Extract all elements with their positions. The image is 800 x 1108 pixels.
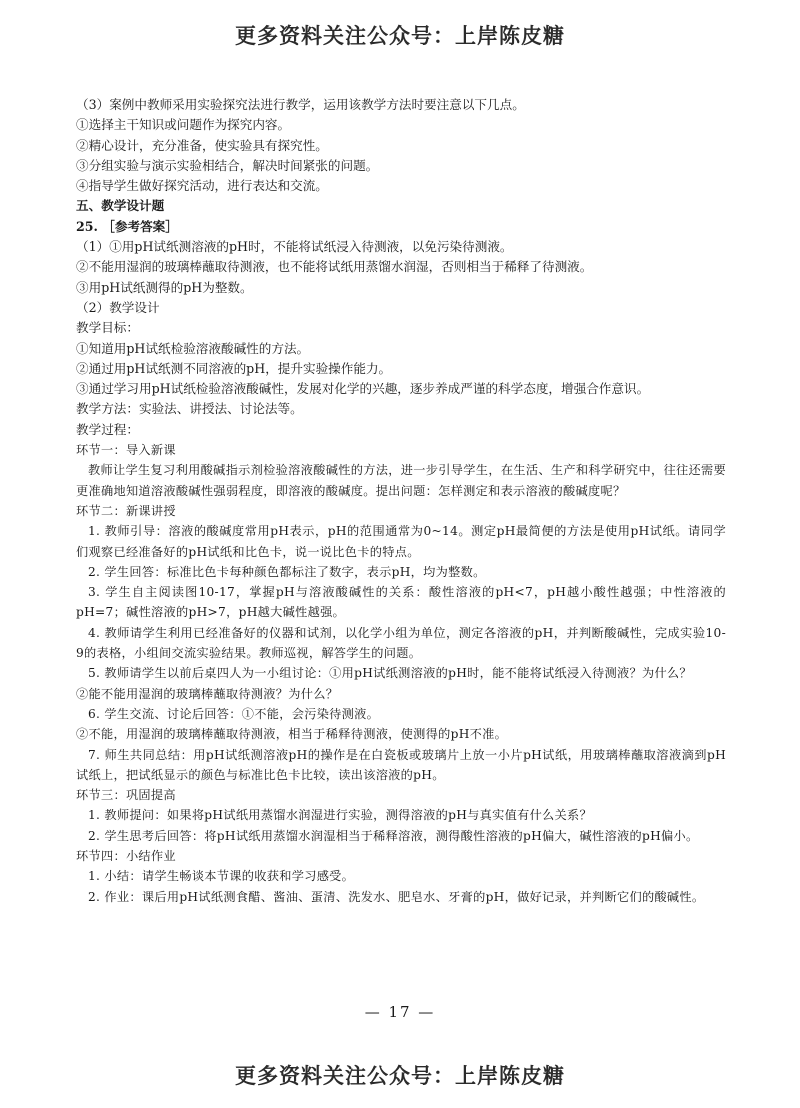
bottom-banner: 更多资料关注公众号：上岸陈皮糖 xyxy=(235,1064,565,1088)
goal-item: ③通过学习用pH试纸检验溶液酸碱性，发展对化学的兴趣，逐步养成严谨的科学态度，增强合作意识。 xyxy=(76,381,650,397)
case-point: ④指导学生做好探究活动，进行表达和交流。 xyxy=(76,178,328,194)
stage-paragraph: 5. 教师请学生以前后桌四人为一小组讨论：①用pH试纸测溶液的pH时，能不能将试纸浸入待测液？为什么？ xyxy=(88,666,692,681)
question-label: 25. ［参考答案］ xyxy=(76,218,178,234)
stage-title: 环节三：巩固提高 xyxy=(76,788,176,803)
stage-paragraph: 教师让学生复习利用酸碱指示剂检验溶液酸碱性的方法，进一步引导学生，在生活、生产和科学研究中，往往还需要更准确地知道溶液酸碱性强弱程度，即溶液的酸碱度。提出问题：怎样测定和表示溶液的酸碱度呢？ xyxy=(76,463,726,498)
stage-paragraph: 2. 学生回答：标准比色卡每种颜色都标注了数字，表示pH，均为整数。 xyxy=(88,564,486,579)
stage-title: 环节四：小结作业 xyxy=(76,848,176,863)
goal-item: ①知道用pH试纸检验溶液酸碱性的方法。 xyxy=(76,340,310,356)
section-heading: 五、教学设计题 xyxy=(76,198,165,214)
stage-paragraph: 1. 小结：请学生畅谈本节课的收获和学习感受。 xyxy=(88,869,355,884)
goal-item: ②通过用pH试纸测不同溶液的pH，提升实验操作能力。 xyxy=(76,360,392,376)
stage-title: 环节二：新课讲授 xyxy=(76,503,176,518)
stage-paragraph: 6. 学生交流、讨论后回答：①不能，会污染待测液。 xyxy=(88,706,380,721)
stage-paragraph: ②能不能用湿润的玻璃棒蘸取待测液？为什么？ xyxy=(76,686,339,701)
answer-line: ③用pH试纸测得的pH为整数。 xyxy=(76,279,253,295)
stage-paragraph: 2. 作业：课后用pH试纸测食醋、酱油、蛋清、洗发水、肥皂水、牙膏的pH，做好记录，并判断它们的酸碱性。 xyxy=(88,889,705,904)
case-point: ②精心设计，充分准备，使实验具有探究性。 xyxy=(76,137,328,153)
case-point: ③分组实验与演示实验相结合，解决时间紧张的问题。 xyxy=(76,157,379,173)
answer-line: ②不能用湿润的玻璃棒蘸取待测液，也不能将试纸用蒸馏水润湿，否则相当于稀释了待测液。 xyxy=(76,259,593,275)
stage-paragraph: 7. 师生共同总结：用pH试纸测溶液pH的操作是在白瓷板或玻璃片上放一小片pH试纸，用玻璃棒蘸取溶液滴到pH试纸上，把试纸显示的颜色与标准比色卡比较，读出该溶液的pH。 xyxy=(76,747,726,782)
top-banner: 更多资料关注公众号：上岸陈皮糖 xyxy=(235,24,565,48)
page-content xyxy=(76,95,726,907)
goal-label: 教学目标： xyxy=(76,320,139,336)
stage-paragraph: ②不能，用湿润的玻璃棒蘸取待测液，相当于稀释待测液，使测得的pH不准。 xyxy=(76,727,508,742)
stage-title: 环节一：导入新课 xyxy=(76,443,176,458)
stage-paragraph: 1. 教师引导：溶液的酸碱度常用pH表示，pH的范围通常为0~14。测定pH最简便的方法是使用pH试纸。请同学们观察已经准备好的pH试纸和比色卡，说一说比色卡的特点。 xyxy=(76,524,726,559)
case-intro: （3）案例中教师采用实验探究法进行教学，运用该教学方法时要注意以下几点。 xyxy=(76,97,525,112)
answer-line: （1）①用pH试纸测溶液的pH时，不能将试纸浸入待测液，以免污染待测液。 xyxy=(76,239,513,255)
process-label: 教学过程： xyxy=(76,421,139,437)
stage-paragraph: 3. 学生自主阅读图10-17，掌握pH与溶液酸碱性的关系：酸性溶液的pH<7，pH越小酸性越强；中性溶液的pH=7；碱性溶液的pH>7，pH越大碱性越强。 xyxy=(76,585,726,620)
page-number: — 17 — xyxy=(364,1003,436,1021)
stage-paragraph: 2. 学生思考后回答：将pH试纸用蒸馏水润湿相当于稀释溶液，测得酸性溶液的pH偏大，碱性溶液的pH偏小。 xyxy=(88,828,699,843)
method-line: 教学方法：实验法、讲授法、讨论法等。 xyxy=(76,401,303,417)
stage-paragraph: 4. 教师请学生利用已经准备好的仪器和试剂，以化学小组为单位，测定各溶液的pH，并判断酸碱性，完成实验10-9的表格，小组间交流实验结果。教师巡视，解答学生的问题。 xyxy=(76,625,726,661)
answer-line: （2）教学设计 xyxy=(76,299,160,315)
case-point: ①选择主干知识或问题作为探究内容。 xyxy=(76,117,291,133)
stage-paragraph: 1. 教师提问：如果将pH试纸用蒸馏水润湿进行实验，测得溶液的pH与真实值有什么关系？ xyxy=(88,808,593,823)
